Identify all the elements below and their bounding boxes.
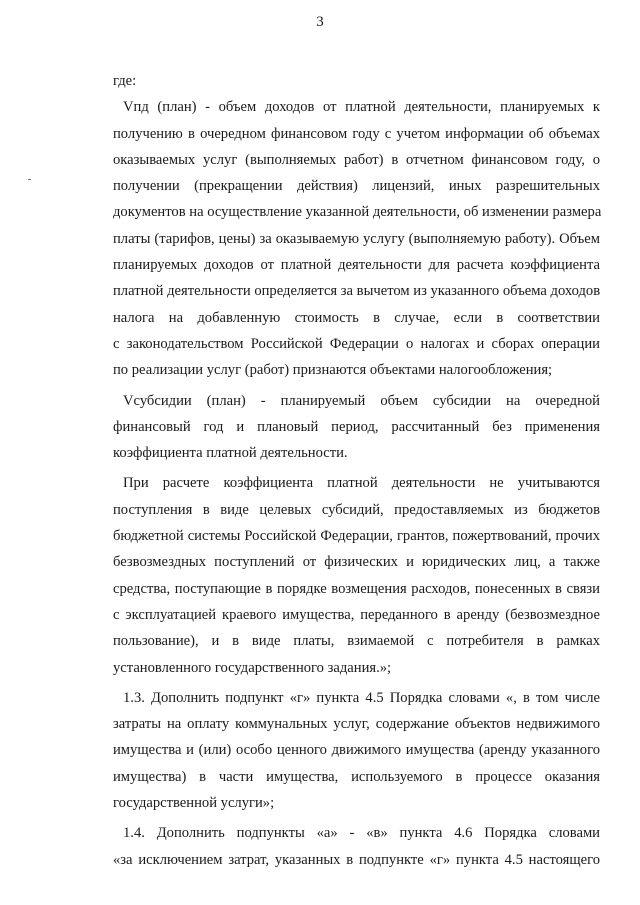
text-line: получению в очередном финансовом году с учетом информации об объемах: [113, 125, 600, 142]
document-body: [0, 68, 640, 873]
paragraph: [0, 94, 640, 383]
text-line: имущества и (или) особо ценного движимого имущества (аренду указанного: [113, 742, 600, 759]
text-line: поступления в виде целевых субсидий, предоставляемых из бюджетов: [113, 501, 600, 518]
paragraph: [0, 470, 640, 680]
text-line: Vсубсидии (план) - планируемый объем субсидии на очередной: [123, 392, 600, 409]
text-line: планируемых доходов от платной деятельности для расчета коэффициента: [113, 257, 600, 274]
text-line: финансовый год и плановый период, рассчитанный без применения: [113, 418, 600, 435]
text-line: 1.4. Дополнить подпункты «а» - «в» пункта 4.6 Порядка словами: [123, 825, 600, 842]
text-line: с эксплуатацией краевого имущества, переданного в аренду (безвозмездное: [113, 606, 600, 623]
text-line: установленного государственного задания.»;: [113, 659, 392, 676]
text-line: затраты на оплату коммунальных услуг, содержание объектов недвижимого: [113, 716, 600, 733]
text-line: При расчете коэффициента платной деятельности не учитываются: [123, 475, 600, 492]
text-line: с законодательством Российской Федерации о налогах и сборах операции: [113, 335, 600, 352]
text-line: имущества) в части имущества, используемого в процессе оказания: [113, 768, 600, 785]
text-line: средства, поступающие в порядке возмещения расходов, понесенных в связи: [113, 580, 600, 597]
paragraph: [0, 388, 640, 467]
text-line: платной деятельности определяется за вычетом из указанного объема доходов: [113, 283, 601, 300]
text-line: 1.3. Дополнить подпункт «г» пункта 4.5 Порядка словами «, в том числе: [123, 689, 600, 706]
paragraph: [0, 685, 640, 816]
text-line: пользование), и в виде платы, взимаемой с потребителя в рамках: [113, 633, 600, 650]
text-line: документов на осуществление указанной деятельности, об изменении размера: [113, 204, 602, 221]
text-line: налога на добавленную стоимость в случае, если в соответствии: [113, 309, 600, 326]
text-line: оказываемых услуг (выполняемых работ) в отчетном финансовом году, о: [113, 151, 600, 168]
text-line: где:: [113, 73, 137, 89]
text-line: «за исключением затрат, указанных в подпункте «г» пункта 4.5 настоящего: [113, 851, 600, 868]
text-line: безвозмездных поступлений от физических и юридических лиц, а также: [113, 554, 600, 571]
text-line: по реализации услуг (работ) признаются объектами налогообложения;: [113, 362, 553, 379]
text-line: получении (прекращении действия) лицензий, иных разрешительных: [113, 178, 600, 195]
paragraph: [0, 820, 640, 873]
paragraph: [0, 68, 640, 94]
text-line: Vпд (план) - объем доходов от платной деятельности, планируемых к: [123, 99, 600, 116]
text-line: платы (тарифов, цены) за оказываемую услугу (выполняемую работу). Объем: [113, 230, 600, 247]
text-line: коэффициента платной деятельности.: [113, 445, 348, 462]
text-line: бюджетной системы Российской Федерации, грантов, пожертвований, прочих: [113, 528, 600, 545]
page-number: 3: [316, 14, 324, 30]
text-line: государственной услуги»;: [113, 795, 275, 812]
